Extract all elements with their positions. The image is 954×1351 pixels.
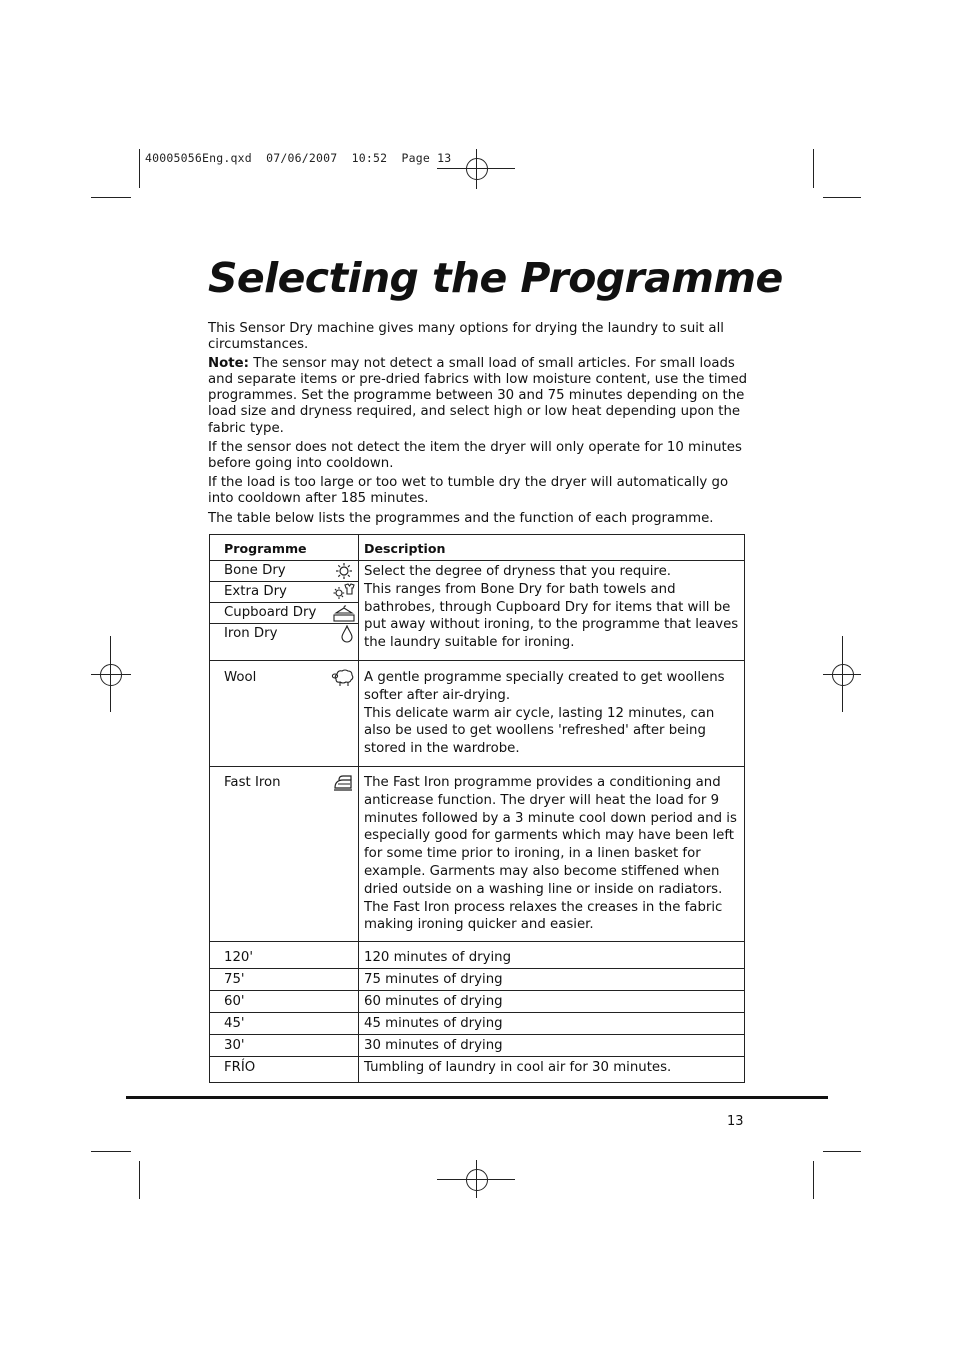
header-programme: Programme xyxy=(210,535,359,561)
table-intro-paragraph: The table below lists the programmes and the function of each programme. xyxy=(208,511,714,527)
sheep-icon xyxy=(331,668,355,688)
table-row-timed: 30' 30 minutes of drying xyxy=(210,1035,745,1057)
fast-iron-description: The Fast Iron programme provides a conditioning and anticrease function. The dryer will heat the load for 9 minutes followed by a 3 minute cool down period and is especially good for garments which may have been left for some time prior to ironing, in a linen basket for example. Garments may also become stiffened when dried outside on a washing line or inside on radiators. The Fast Iron process relaxes the creases in the fabric making ironing quicker and easier. xyxy=(364,775,737,933)
sun-shirt-icon xyxy=(333,583,355,601)
programme-fast-iron: Fast Iron xyxy=(210,767,358,790)
table-row-dryness xyxy=(210,561,745,661)
programme-extra-dry: Extra Dry xyxy=(210,582,358,603)
wool-description: A gentle programme specially created to get woollens softer after air-drying. This delicate warm air cycle, lasting 12 minutes, can also be used to get woollens 'refreshed' after being stored in the wardrobe. xyxy=(364,670,725,757)
footer-rule xyxy=(126,1096,828,1099)
dryness-description: Select the degree of dryness that you require. This ranges from Bone Dry for bath towels and bathrobes, through Cupboard Dry for items that will be put away without ironing, to the programme that leaves the laundry suitable for ironing. xyxy=(364,564,739,651)
crop-mark xyxy=(91,197,131,198)
table-row-timed: 120' 120 minutes of drying xyxy=(210,942,745,969)
header-description: Description xyxy=(359,535,745,561)
table-row-timed: 60' 60 minutes of drying xyxy=(210,991,745,1013)
sun-icon xyxy=(333,562,355,580)
programme-wool: Wool xyxy=(210,661,358,685)
crop-mark xyxy=(91,1151,131,1152)
page-title: Selecting the Programme xyxy=(208,254,783,302)
table-header-row xyxy=(210,535,745,561)
programme-iron-dry: Iron Dry xyxy=(210,624,358,645)
crop-mark xyxy=(823,197,861,198)
crop-mark xyxy=(813,149,814,188)
intro-text xyxy=(208,321,748,530)
iron-icon xyxy=(331,773,355,793)
crop-mark xyxy=(823,1151,861,1152)
table-row-timed: 45' 45 minutes of drying xyxy=(210,1013,745,1035)
page-number: 13 xyxy=(727,1114,744,1129)
droplet-icon xyxy=(333,625,355,643)
crop-mark xyxy=(139,149,140,188)
sensor-paragraph: If the sensor does not detect the item the dryer will only operate for 10 minutes before going into cooldown. xyxy=(208,439,742,471)
note-paragraph xyxy=(208,356,748,436)
cooldown-paragraph: If the load is too large or too wet to tumble dry the dryer will automatically go into cooldown after 185 minutes. xyxy=(208,474,729,506)
programme-cupboard-dry: Cupboard Dry xyxy=(210,603,358,624)
programme-table xyxy=(209,534,745,1083)
note-text: The sensor may not detect a small load of small articles. For small loads and separate items or pre-dried fabrics with low moisture content, use the timed programmes. Set the programme between 30 and 75 minutes depending on the load size and dryness required, and select high or low heat depending upon the fabric type. xyxy=(208,356,748,436)
note-label: Note: xyxy=(208,356,249,372)
table-row-timed: FRÍO Tumbling of laundry in cool air for 30 minutes. xyxy=(210,1057,745,1083)
intro-paragraph: This Sensor Dry machine gives many options for drying the laundry to suit all circumstances. xyxy=(208,321,724,353)
programme-bone-dry: Bone Dry xyxy=(210,561,358,582)
hanger-icon xyxy=(333,604,355,622)
table-row-wool xyxy=(210,661,745,767)
table-row-fast-iron xyxy=(210,767,745,942)
table-row-timed: 75' 75 minutes of drying xyxy=(210,969,745,991)
crop-mark xyxy=(139,1161,140,1199)
print-slug: 40005056Eng.qxd 07/06/2007 10:52 Page 13 xyxy=(145,151,452,165)
crop-mark xyxy=(813,1161,814,1199)
